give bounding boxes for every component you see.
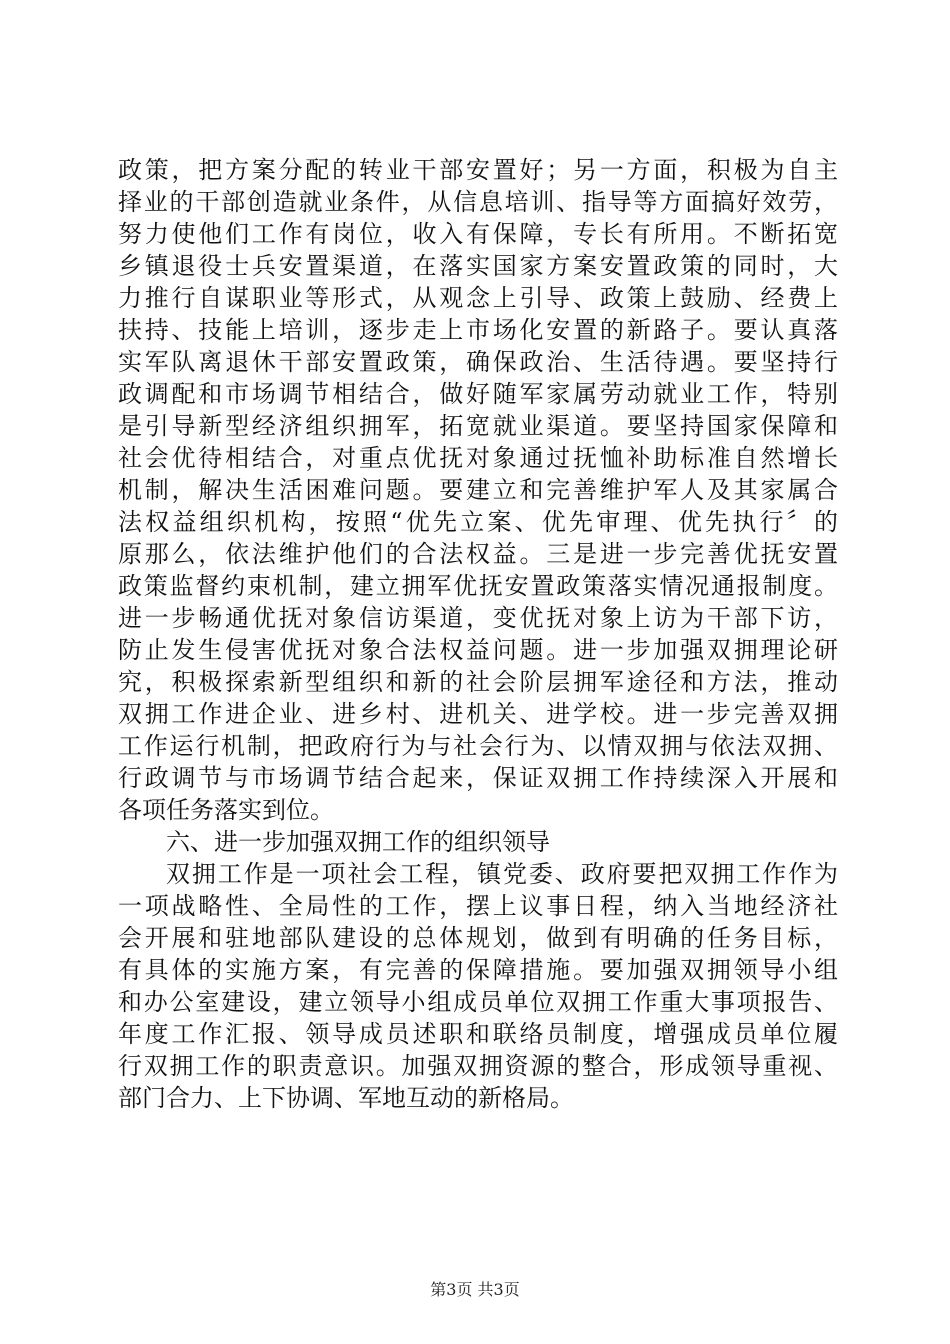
page-number: 第3页 共3页 (430, 1280, 520, 1299)
text-line: 政策监督约束机制，建立拥军优抚安置政策落实情况通报制度。 (118, 572, 838, 600)
text-line: 双拥工作进企业、进乡村、进机关、进学校。进一步完善双拥 (118, 700, 838, 728)
text-line: 究，积极探索新型组织和新的社会阶层拥军途径和方法，推动 (118, 668, 838, 696)
text-line: 力推行自谋职业等形式，从观念上引导、政策上鼓励、经费上 (118, 284, 838, 312)
text-line: 会开展和驻地部队建设的总体规划，做到有明确的任务目标， (118, 924, 838, 952)
text-line: 年度工作汇报、领导成员述职和联络员制度，增强成员单位履 (118, 1020, 838, 1048)
text-line: 各项任务落实到位。 (118, 796, 334, 824)
page-footer (0, 1280, 950, 1300)
text-line: 法权益组织机构，按照“优先立案、优先审理、优先执行〞的 (118, 508, 838, 536)
text-line: 部门合力、上下协调、军地互动的新格局。 (118, 1084, 574, 1112)
text-line: 是引导新型经济组织拥军，拓宽就业渠道。要坚持国家保障和 (118, 412, 838, 440)
text-line: 扶持、技能上培训，逐步走上市场化安置的新路子。要认真落 (118, 316, 838, 344)
text-line: 行政调节与市场调节结合起来，保证双拥工作持续深入开展和 (118, 764, 838, 792)
text-line: 行双拥工作的职责意识。加强双拥资源的整合，形成领导重视、 (118, 1052, 838, 1080)
text-line: 政调配和市场调节相结合，做好随军家属劳动就业工作，特别 (118, 380, 838, 408)
text-line: 有具体的实施方案，有完善的保障措施。要加强双拥领导小组 (118, 956, 838, 984)
text-line: 原那么，依法维护他们的合法权益。三是进一步完善优抚安置 (118, 540, 838, 568)
section-heading: 六、进一步加强双拥工作的组织领导 (166, 828, 550, 856)
text-line: 工作运行机制，把政府行为与社会行为、以情双拥与依法双拥、 (118, 732, 838, 760)
text-line: 和办公室建设，建立领导小组成员单位双拥工作重大事项报告、 (118, 988, 838, 1016)
text-line: 社会优待相结合，对重点优抚对象通过抚恤补助标准自然增长 (118, 444, 838, 472)
text-line: 努力使他们工作有岗位，收入有保障，专长有所用。不断拓宽 (118, 220, 838, 248)
text-line: 政策，把方案分配的转业干部安置好；另一方面，积极为自主 (118, 156, 838, 184)
text-line: 实军队离退休干部安置政策，确保政治、生活待遇。要坚持行 (118, 348, 838, 376)
text-line: 一项战略性、全局性的工作，摆上议事日程，纳入当地经济社 (118, 892, 838, 920)
text-line: 双拥工作是一项社会工程，镇党委、政府要把双拥工作作为 (166, 860, 838, 888)
document-body (118, 154, 838, 1114)
text-line: 防止发生侵害优抚对象合法权益问题。进一步加强双拥理论研 (118, 636, 838, 664)
text-line: 择业的干部创造就业条件，从信息培训、指导等方面搞好效劳， (118, 188, 838, 216)
text-line: 乡镇退役士兵安置渠道，在落实国家方案安置政策的同时，大 (118, 252, 838, 280)
text-line: 进一步畅通优抚对象信访渠道，变优抚对象上访为干部下访， (118, 604, 838, 632)
text-line: 机制，解决生活困难问题。要建立和完善维护军人及其家属合 (118, 476, 838, 504)
